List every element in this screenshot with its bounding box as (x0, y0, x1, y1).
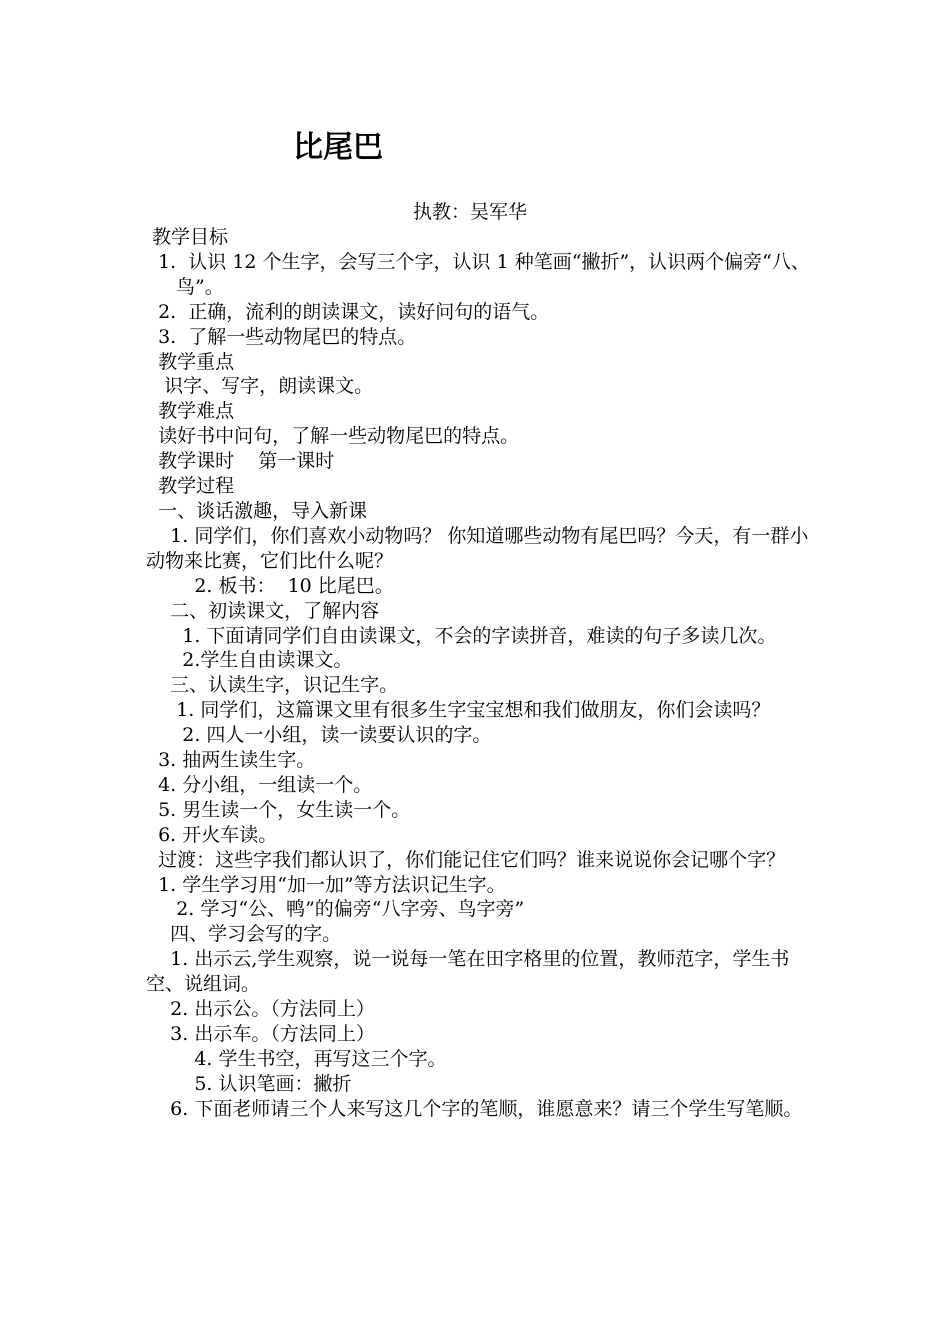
document-body (146, 225, 811, 1122)
document-line: 2.学生自由读课文。 (146, 649, 353, 672)
document-line: 4. 学生书空，再写这三个字。 (146, 1047, 447, 1070)
document-line: 5. 认识笔画：撇折 (146, 1072, 352, 1095)
document-line: 3. 出示车。（方法同上） (146, 1023, 375, 1045)
section-heading: 教学难点 (146, 400, 235, 423)
section-heading: 教学过程 (146, 475, 235, 498)
section-heading: 教学课时 第一课时 (146, 450, 335, 473)
document-line: 三、认读生字，识记生字。 (146, 674, 399, 697)
document-line: 2. 四人一小组，读一读要认识的字。 (146, 724, 492, 747)
document-line: 6. 开火车读。 (146, 823, 278, 846)
document-line: 1. 同学们，这篇课文里有很多生字宝宝想和我们做朋友，你们会读吗？ (146, 699, 771, 722)
document-line: 5. 男生读一个，女生读一个。 (146, 798, 411, 821)
section-heading: 教学目标 (146, 226, 229, 248)
document-line: 1. 出示云,学生观察，说一说每一笔在田字格里的位置，教师范字，学生书空、说组词。 (146, 948, 790, 996)
document-line: 1. 学生学习用“加一加”等方法识记生字。 (146, 873, 506, 896)
document-line: 读好书中问句，了解一些动物尾巴的特点。 (146, 425, 520, 448)
document-line: 4. 分小组，一组读一个。 (146, 773, 373, 796)
document-line: 6. 下面老师请三个人来写这几个字的笔顺，谁愿意来？请三个学生写笔顺。 (146, 1097, 803, 1120)
document-line: 四、学习会写的字。 (146, 923, 342, 946)
document-line: 1. 同学们，你们喜欢小动物吗？ 你知道哪些动物有尾巴吗？今天，有一群小动物来比赛，它们比什么呢？ (146, 524, 809, 572)
document-line: 2. 学习“公、鸭”的偏旁“八字旁、鸟字旁” (146, 898, 525, 921)
document-line: 二、初读课文，了解内容 (146, 599, 380, 622)
section-heading: 教学重点 (146, 350, 235, 373)
document-line: 识字、写字，朗读课文。 (146, 375, 374, 398)
document-line: 1. 认识 12 个生字，会写三个字，认识 1 种笔画“撇折”，认识两个偏旁“八、鸟”。 (146, 250, 810, 298)
document-line: 一、谈话激趣，导入新课 (146, 499, 368, 522)
teacher-byline: 执教：吴军华 (413, 201, 528, 223)
document-line: 1. 下面请同学们自由读课文，不会的字读拼音，难读的句子多读几次。 (146, 624, 777, 647)
document-line: 3. 抽两生读生字。 (146, 749, 316, 772)
document-line: 过渡：这些字我们都认识了，你们能记住它们吗？谁来说说你会记哪个字？ (146, 848, 786, 871)
document-line: 2. 正确，流利的朗读课文，读好问句的语气。 (146, 300, 550, 323)
document-line: 2. 板书： 10 比尾巴。 (146, 574, 394, 597)
document-line: 3. 了解一些动物尾巴的特点。 (146, 325, 417, 348)
document-line: 2. 出示公。（方法同上） (146, 998, 375, 1021)
document-title: 比尾巴 (293, 130, 383, 165)
